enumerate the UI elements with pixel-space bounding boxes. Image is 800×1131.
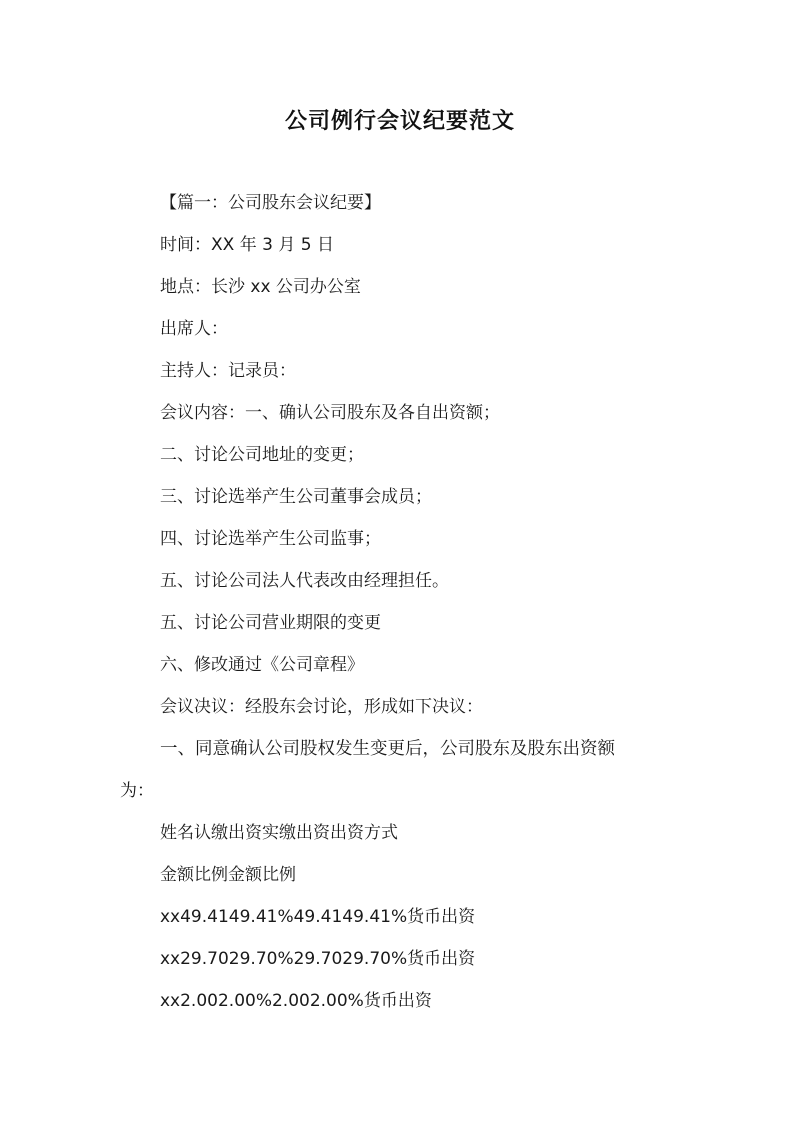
agenda-item-6: 六、修改通过《公司章程》	[160, 655, 364, 675]
table-header-row: 姓名认缴出资实缴出资出资方式	[160, 823, 398, 843]
section-heading: 【篇一：公司股东会议纪要】	[160, 193, 381, 213]
resolution-item-1-cont: 为：	[120, 781, 154, 801]
meeting-location: 地点：长沙 xx 公司办公室	[160, 277, 361, 297]
agenda-item-4: 四、讨论选举产生公司监事；	[160, 529, 381, 549]
agenda-item-5b: 五、讨论公司营业期限的变更	[160, 613, 381, 633]
agenda-item-2: 二、讨论公司地址的变更；	[160, 445, 364, 465]
table-row: xx29.7029.70%29.7029.70%货币出资	[160, 949, 476, 969]
agenda-item-5a: 五、讨论公司法人代表改由经理担任。	[160, 571, 449, 591]
resolution-heading: 会议决议：经股东会讨论，形成如下决议：	[160, 697, 483, 717]
attendees: 出席人：	[160, 319, 228, 339]
agenda-item-1: 会议内容：一、确认公司股东及各自出资额；	[160, 403, 500, 423]
table-subheader-row: 金额比例金额比例	[160, 865, 296, 885]
host-and-recorder: 主持人：记录员：	[160, 361, 296, 381]
agenda-item-3: 三、讨论选举产生公司董事会成员；	[160, 487, 432, 507]
table-row: xx2.002.00%2.002.00%货币出资	[160, 991, 432, 1011]
table-row: xx49.4149.41%49.4149.41%货币出资	[160, 907, 476, 927]
resolution-item-1: 一、同意确认公司股权发生变更后，公司股东及股东出资额	[160, 739, 615, 759]
document-title: 公司例行会议纪要范文	[284, 109, 515, 134]
meeting-time: 时间：XX 年 3 月 5 日	[160, 235, 334, 255]
